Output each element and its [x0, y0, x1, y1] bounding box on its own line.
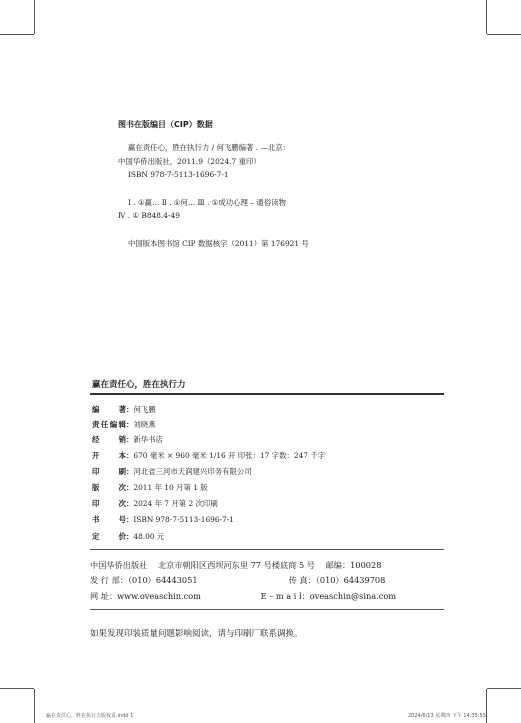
crop-mark — [34, 0, 35, 34]
cip-line: Ⅰ . ①赢… Ⅱ . ①何… Ⅲ . ①成功心理 – 通俗读物 — [128, 198, 286, 207]
quality-notice: 如果发现印装质量问题影响阅读，请与印刷厂联系调换。 — [90, 629, 303, 639]
publisher-name: 中国华侨出版社 — [90, 560, 148, 570]
footer-date: 2024/6/13 星期四 下午 14:35:53 — [408, 713, 486, 719]
cip-line: 中国华侨出版社，2011.9（2024.7 重印） — [118, 157, 261, 166]
info-row-price: 定 价：48.00 元 — [92, 532, 165, 541]
info-label: 定 价 — [92, 532, 126, 541]
info-value: 刘晓燕 — [133, 420, 156, 429]
rule — [90, 549, 444, 550]
info-row-author: 编 著：何飞鹏 — [92, 405, 156, 414]
info-label: 书 号 — [92, 515, 126, 524]
info-value: 48.00 元 — [133, 532, 165, 541]
info-row-format: 开 本：670 毫米 × 960 毫米 1/16 开 印张：17 字数：247 千字 — [92, 451, 326, 460]
info-label: 编 著 — [92, 405, 126, 414]
cip-line: ISBN 978-7-5113-1696-7-1 — [128, 170, 229, 179]
crop-mark — [0, 34, 34, 35]
info-row-distributor: 经 销：新华书店 — [92, 435, 163, 444]
book-title: 赢在责任心，胜在执行力 — [92, 380, 186, 390]
info-row-printing: 印 次：2024 年 7 月第 2 次印刷 — [92, 499, 218, 508]
publisher-address: 北京市朝阳区西坝河东里 77 号楼底商 5 号 — [157, 560, 315, 570]
info-row-isbn: 书 号：ISBN 978-7-5113-1696-7-1 — [92, 515, 234, 524]
info-label: 责任编辑 — [92, 420, 126, 429]
crop-mark — [0, 688, 34, 689]
info-value: 河北省三河市天润建兴印务有限公司 — [133, 467, 252, 476]
web-line — [90, 591, 396, 602]
rule — [90, 609, 444, 610]
info-row-edition: 版 次：2011 年 10 月第 1 版 — [92, 483, 208, 492]
rule — [90, 393, 444, 395]
crop-mark — [487, 688, 521, 689]
info-label: 印 刷 — [92, 467, 126, 476]
info-value: ISBN 978-7-5113-1696-7-1 — [133, 515, 234, 524]
fax: 传 真：（010）64439708 — [288, 575, 386, 585]
info-value: 2024 年 7 月第 2 次印刷 — [133, 499, 218, 508]
crop-mark — [487, 34, 521, 35]
cip-line: 中国版本图书馆 CIP 数据核字（2011）第 176921 号 — [128, 239, 309, 248]
info-label: 经 销 — [92, 435, 126, 444]
crop-mark — [486, 0, 487, 34]
publisher-postcode: 邮编：100028 — [325, 560, 382, 570]
info-value: 670 毫米 × 960 毫米 1/16 开 印张：17 字数：247 千字 — [133, 451, 326, 460]
publisher-line — [90, 560, 381, 571]
info-label: 版 次 — [92, 483, 126, 492]
info-value: 2011 年 10 月第 1 版 — [133, 483, 208, 492]
info-label: 开 本 — [92, 451, 126, 460]
sales-phone: 发 行 部：（010）64443051 — [90, 575, 198, 585]
info-row-editor: 责任编辑：刘晓燕 — [92, 420, 156, 429]
info-value: 何飞鹏 — [133, 405, 156, 414]
info-label: 印 次 — [92, 499, 126, 508]
sales-line — [90, 575, 385, 586]
footer-file: 赢在责任心，胜在执行力版权页.indd 1 — [46, 713, 134, 719]
cip-line: Ⅳ . ① B848.4-49 — [118, 211, 180, 220]
crop-mark — [486, 689, 487, 723]
info-row-printer: 印 刷：河北省三河市天润建兴印务有限公司 — [92, 467, 252, 476]
crop-mark — [34, 689, 35, 723]
email: E – m a i l：oveaschin@sina.com — [260, 591, 397, 601]
cip-title: 图书在版编目（CIP）数据 — [118, 120, 213, 129]
info-value: 新华书店 — [133, 435, 163, 444]
cip-line: 赢在责任心，胜在执行力 / 何飞鹏编著 . —北京： — [128, 143, 291, 152]
website: 网 址：www.oveaschin.com — [90, 591, 201, 601]
